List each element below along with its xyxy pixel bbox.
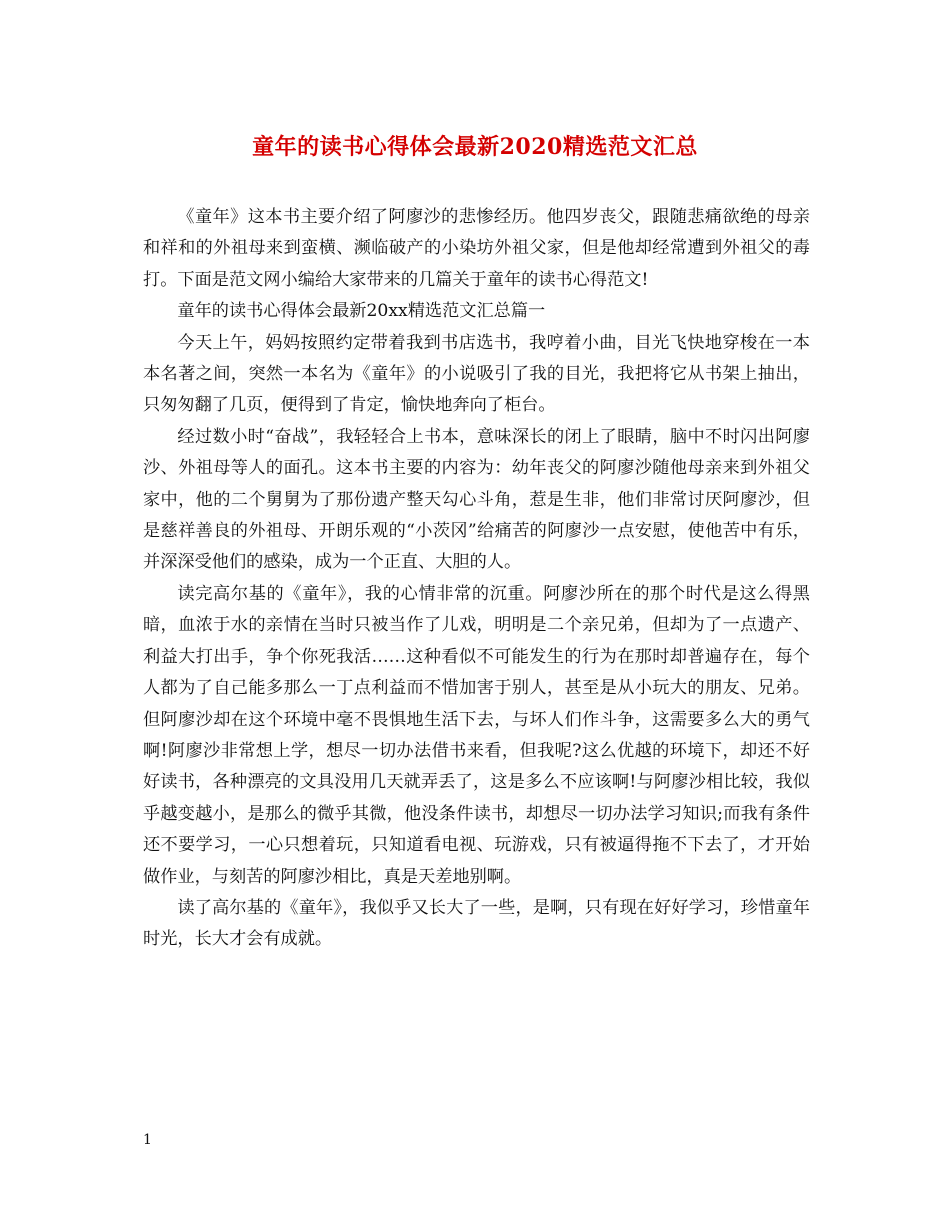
body-paragraph-2: 经过数小时“奋战”，我轻轻合上书本，意味深长的闭上了眼睛，脑中不时闪出阿廖沙、外祖母等人的面孔。这本书主要的内容为：幼年丧父的阿廖沙随他母亲来到外祖父家中，他的二个舅舅为了那份遗产整天勾心斗角，惹是生非，他们非常讨厌阿廖沙，但是慈祥善良的外祖母、开朗乐观的“小茨冈”给痛苦的阿廖沙一点安慰，使他苦中有乐，并深深受他们的感染，成为一个正直、大胆的人。: [143, 426, 810, 573]
section-heading: 童年的读书心得体会最新20xx精选范文汇总篇一: [177, 301, 546, 322]
document-title: 童年的读书心得体会最新2020精选范文汇总: [252, 134, 698, 160]
body-paragraph-3: 读完高尔基的《童年》，我的心情非常的沉重。阿廖沙所在的那个时代是这么得黑暗，血浓于水的亲情在当时只被当作了儿戏，明明是二个亲兄弟，但却为了一点遗产、利益大打出手，争个你死我活……这种看似不可能发生的行为在那时却普遍存在，每个人都为了自己能多那么一丁点利益而不惜加害于别人，甚至是从小玩大的朋友、兄弟。但阿廖沙却在这个环境中毫不畏惧地生活下去，与坏人们作斗争，这需要多么大的勇气啊!阿廖沙非常想上学，想尽一切办法借书来看，但我呢?这么优越的环境下，却还不好好读书，各种漂亮的文具没用几天就弄丢了，这是多么不应该啊!与阿廖沙相比较，我似乎越变越小，是那么的微乎其微，他没条件读书，却想尽一切办法学习知识;而我有条件还不要学习，一心只想着玩，只知道看电视、玩游戏，只有被逼得拖不下去了，才开始做作业，与刻苦的阿廖沙相比，真是天差地别啊。: [143, 583, 810, 887]
document-body: [143, 202, 810, 956]
page-number: 1: [143, 1132, 152, 1148]
body-paragraph-4: 读了高尔基的《童年》，我似乎又长大了一些，是啊，只有现在好好学习，珍惜童年时光，长大才会有成就。: [143, 897, 810, 950]
intro-paragraph: 《童年》这本书主要介绍了阿廖沙的悲惨经历。他四岁丧父，跟随悲痛欲绝的母亲和祥和的外祖母来到蛮横、濒临破产的小染坊外祖父家，但是他却经常遭到外祖父的毒打。下面是范文网小编给大家带来的几篇关于童年的读书心得范文!: [143, 207, 810, 290]
body-paragraph-1: 今天上午，妈妈按照约定带着我到书店选书，我哼着小曲，目光飞快地穿梭在一本本名著之间，突然一本名为《童年》的小说吸引了我的目光，我把将它从书架上抽出，只匆匆翻了几页，便得到了肯定，愉快地奔向了柜台。: [143, 332, 810, 416]
